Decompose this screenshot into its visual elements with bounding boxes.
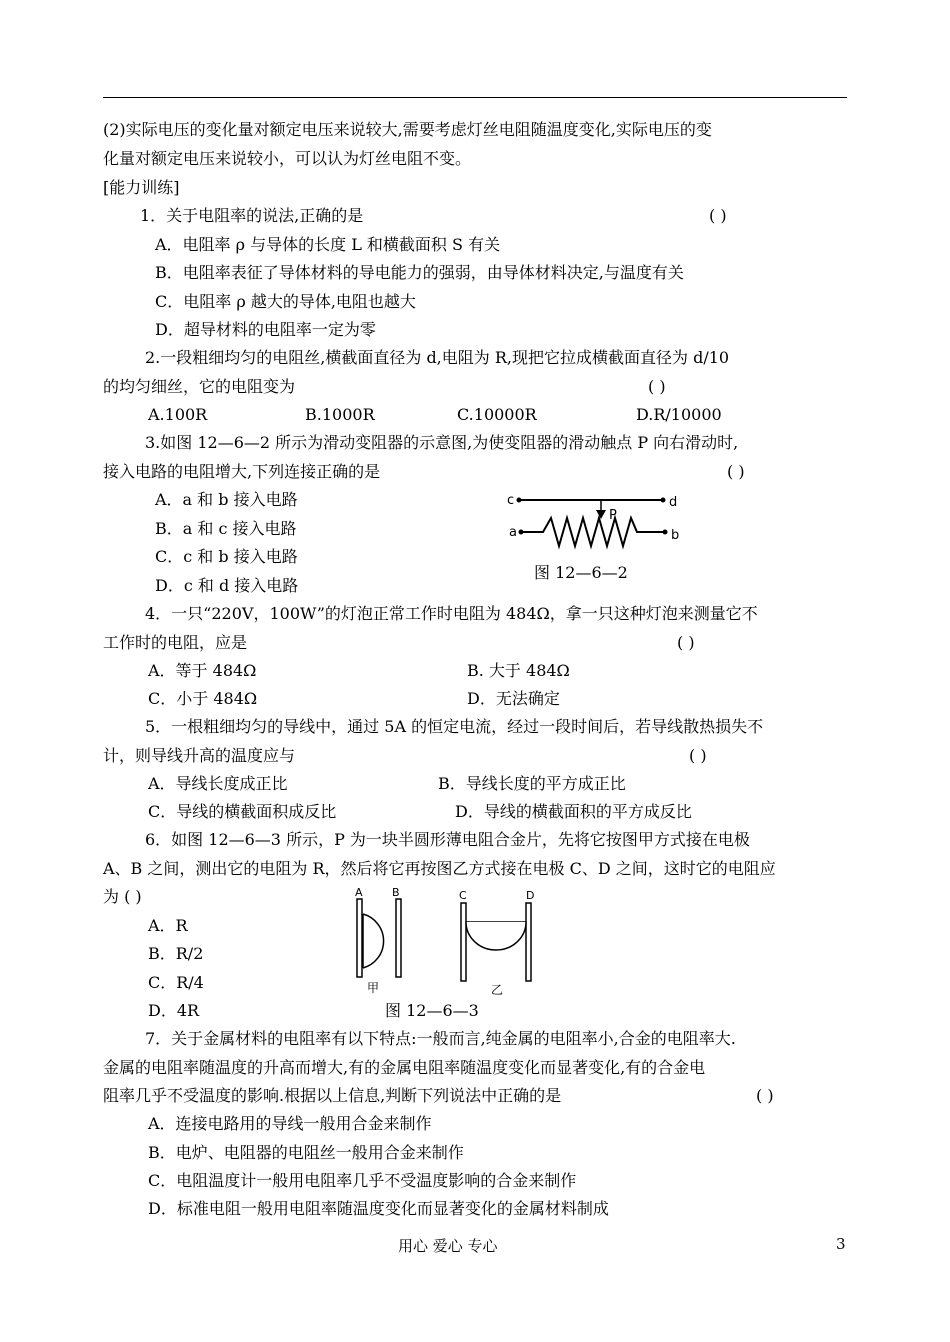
plate-label-b: B: [392, 886, 400, 899]
q2-option-b: B.1000R: [305, 405, 375, 424]
q7-option-c: C．电阻温度计一般用电阻率几乎不受温度影响的合金来制作: [148, 1171, 577, 1190]
q6-option-c: C．R/4: [148, 973, 204, 992]
q5-option-d: D．导线的横截面积的平方成反比: [455, 802, 692, 821]
q2-answer-bracket: ( ): [648, 377, 666, 396]
q4-option-b: B. 大于 484Ω: [467, 661, 570, 680]
q3-answer-bracket: ( ): [727, 462, 745, 481]
footer-motto: 用心 爱心 专心: [398, 1237, 498, 1255]
q5-line-1: 5．一根粗细均匀的导线中，通过 5A 的恒定电流，经过一段时间后，若导线散热损失不: [145, 717, 764, 736]
q2-option-a: A.100R: [148, 405, 208, 424]
plate-label-a: A: [355, 886, 363, 899]
q1-option-b: B．电阻率表征了导体材料的导电能力的强弱，由导体材料决定,与温度有关: [155, 263, 684, 282]
q1-option-d: D．超导材料的电阻率一定为零: [155, 320, 376, 339]
q7-line-2: 金属的电阻率随温度的升高而增大,有的金属电阻率随温度变化而显著变化,有的合金电: [103, 1058, 706, 1077]
q4-option-c: C．小于 484Ω: [148, 689, 258, 708]
q3-option-c: C．c 和 b 接入电路: [155, 547, 298, 566]
plate-label-jia: 甲: [367, 981, 380, 995]
q5-line-2: 计，则导线升高的温度应与: [103, 746, 296, 765]
q1-option-a: A．电阻率 ρ 与导体的长度 L 和横截面积 S 有关: [155, 235, 501, 254]
q7-answer-bracket: ( ): [756, 1086, 774, 1105]
q3-option-b: B．a 和 c 接入电路: [155, 519, 297, 538]
rheostat-label-d: d: [669, 495, 678, 510]
rheostat-label-p: P: [609, 508, 617, 523]
figure-caption-12-6-2: 图 12—6—2: [534, 563, 628, 582]
q7-option-a: A．连接电路用的导线一般用合金来制作: [148, 1114, 432, 1133]
q4-answer-bracket: ( ): [677, 633, 695, 652]
q5-option-b: B．导线长度的平方成正比: [438, 774, 626, 793]
q4-option-a: A．等于 484Ω: [148, 661, 257, 680]
q6-option-a: A．R: [148, 916, 188, 935]
q6-line-3: 为 ( ): [103, 887, 142, 906]
q2-option-c: C.10000R: [457, 405, 537, 424]
plate-label-c: C: [459, 889, 467, 902]
q2-line-2: 的均匀细丝，它的电阻变为: [103, 377, 296, 396]
q6-line-1: 6．如图 12—6—3 所示，P 为一块半圆形薄电阻合金片，先将它按图甲方式接在电极: [145, 830, 750, 849]
q2-option-d: D.R/10000: [636, 405, 722, 424]
rheostat-figure: [505, 488, 695, 558]
q2-line-1: 2.一段粗细均匀的电阻丝,横截面直径为 d,电阻为 R,现把它拉成横截面直径为 d/10: [145, 348, 730, 367]
q6-option-b: B．R/2: [148, 944, 204, 963]
q3-line-2: 接入电路的电阻增大,下列连接正确的是: [103, 462, 381, 481]
q3-option-a: A．a 和 b 接入电路: [155, 490, 298, 509]
q4-line-2: 工作时的电阻，应是: [103, 633, 248, 652]
q7-line-3: 阻率几乎不受温度的影响.根据以上信息,判断下列说法中正确的是: [103, 1086, 562, 1105]
q5-option-a: A．导线长度成正比: [148, 774, 288, 793]
rheostat-label-b: b: [671, 528, 680, 543]
q4-line-1: 4．一只“220V，100W”的灯泡正常工作时电阻为 484Ω，拿一只这种灯泡来测量它不: [145, 604, 758, 623]
rheostat-label-a: a: [509, 525, 517, 540]
q1-answer-bracket: ( ): [709, 206, 727, 225]
q1-stem: 1．关于电阻率的说法,正确的是: [140, 206, 364, 225]
q7-line-1: 7．关于金属材料的电阻率有以下特点:一般而言,纯金属的电阻率小,合金的电阻率大.: [145, 1029, 736, 1048]
q7-option-b: B．电炉、电阻器的电阻丝一般用合金来制作: [148, 1143, 464, 1162]
plate-figure: [350, 884, 550, 1000]
q5-option-c: C．导线的横截面积成反比: [148, 802, 337, 821]
intro-line-2: 化量对额定电压来说较小，可以认为灯丝电阻不变。: [103, 149, 472, 168]
header-rule: [103, 97, 847, 98]
intro-line-1: (2)实际电压的变化量对额定电压来说较大,需要考虑灯丝电阻随温度变化,实际电压的变: [103, 120, 712, 139]
rheostat-label-c: c: [507, 493, 515, 508]
figure-caption-12-6-3: 图 12—6—3: [385, 1001, 479, 1020]
section-title: [能力训练]: [103, 178, 180, 197]
q5-answer-bracket: ( ): [689, 746, 707, 765]
q4-option-d: D．无法确定: [467, 689, 560, 708]
page-number: 3: [836, 1235, 846, 1253]
q6-line-2: A、B 之间，测出它的电阻为 R，然后将它再按图乙方式接在电极 C、D 之间，这时它的电阻应: [103, 859, 776, 878]
q3-option-d: D．c 和 d 接入电路: [155, 576, 299, 595]
plate-label-d: D: [526, 889, 535, 902]
q7-option-d: D．标准电阻一般用电阻率随温度变化而显著变化的金属材料制成: [148, 1199, 609, 1218]
q1-option-c: C．电阻率 ρ 越大的导体,电阻也越大: [155, 292, 416, 311]
q3-line-1: 3.如图 12—6—2 所示为滑动变阻器的示意图,为使变阻器的滑动触点 P 向右滑动时,: [145, 433, 739, 452]
q6-option-d: D．4R: [148, 1001, 200, 1020]
plate-label-yi: 乙: [491, 983, 504, 997]
